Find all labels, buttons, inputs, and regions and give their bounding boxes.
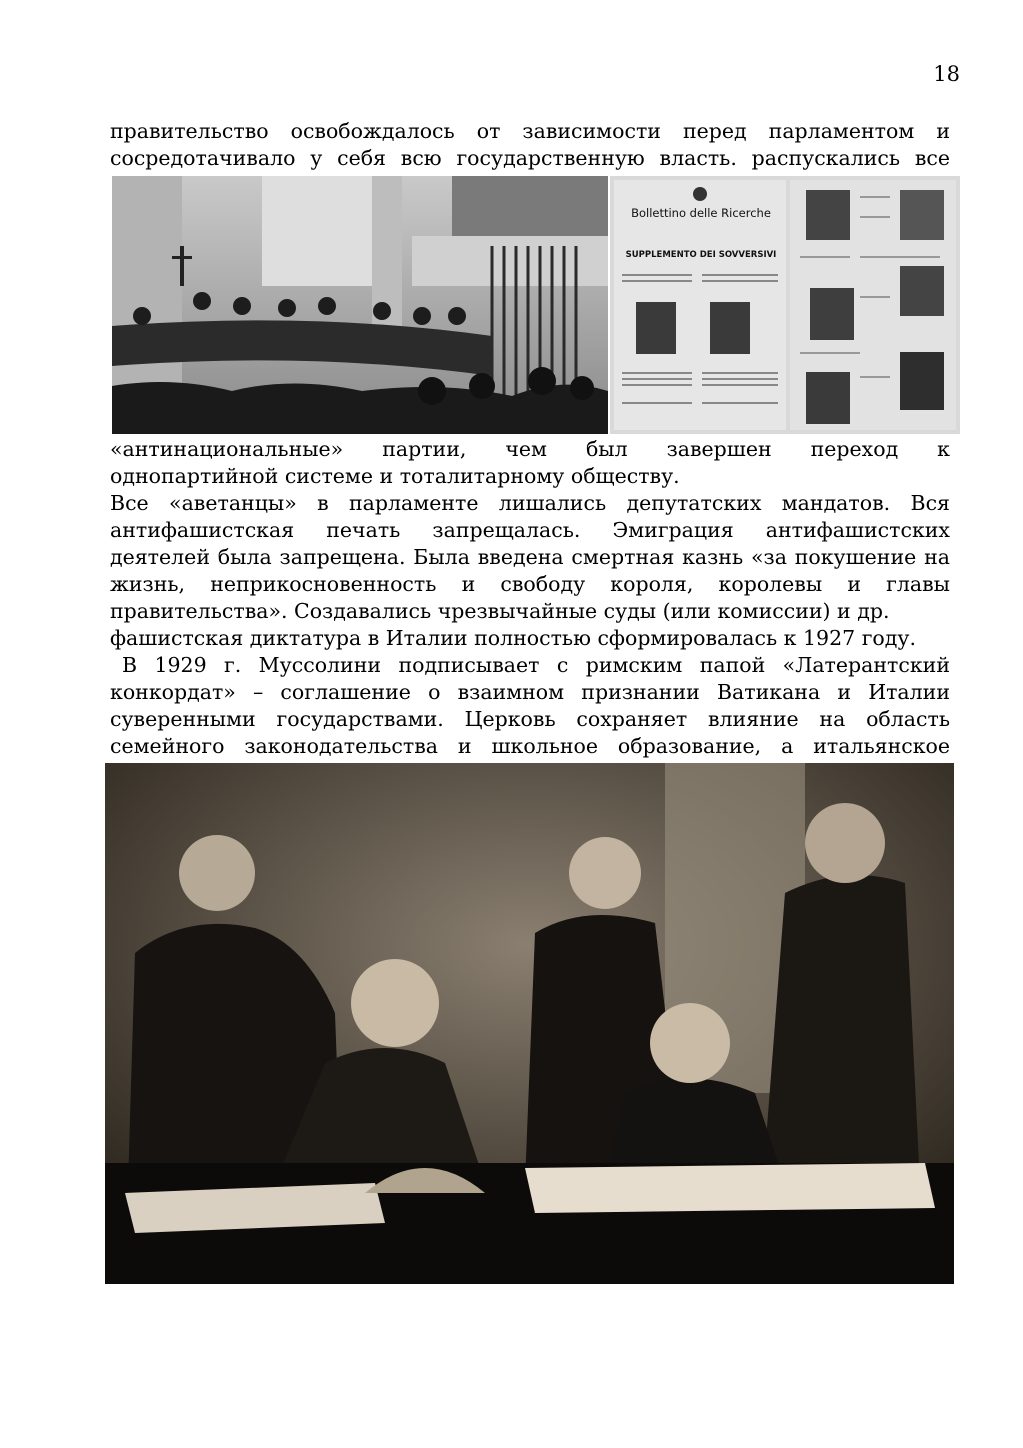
page-number: 18	[933, 62, 960, 86]
bulletin-subtitle: SUPPLEMENTO DEI SOVVERSIVI	[625, 250, 777, 260]
paragraph-1	[110, 118, 950, 172]
courtroom-photo	[112, 176, 608, 434]
paragraph-3: Все «аветанцы» в парламенте лишались депутатских мандатов. Вся антифашистская печать запрещалась. Эмиграция антифашистских деятелей была запрещена. Была введена смертная казнь «за покушение на жизнь, неприкосновенность и свободу короля, королевы и главы правительства». Создавались чрезвычайные суды (или комиссии) и др.	[110, 491, 950, 623]
paragraph-4: фашистская диктатура в Италии полностью сформировалась к 1927 году.	[110, 626, 916, 650]
bulletin-photo	[610, 176, 960, 434]
signing-illustration	[105, 763, 954, 1284]
paragraph-2-line-2: однопартийной системе и тоталитарному обществу.	[110, 464, 680, 488]
paragraph-2-line-1: «антинациональные» партии, чем был завершен переход к	[110, 437, 950, 461]
bulletin-title: Bollettino delle Ricerche	[631, 206, 771, 220]
paragraph-1-line-2: сосредотачивало у себя всю государственную власть. распускались все	[110, 146, 950, 170]
lateran-signing-photo	[105, 763, 954, 1284]
paragraph-5: В 1929 г. Муссолини подписывает с римским папой «Латерантский конкордат» – соглашение о взаимном признании Ватикана и Италии суверенными государствами. Церковь сохраняет влияние на область семейного законодательства и школьное образование, а итальянское	[110, 653, 950, 758]
courtroom-illustration	[112, 176, 608, 434]
paragraph-1-line-1: правительство освобождалось от зависимости перед парламентом и	[110, 119, 950, 143]
paragraph-2	[110, 436, 950, 760]
